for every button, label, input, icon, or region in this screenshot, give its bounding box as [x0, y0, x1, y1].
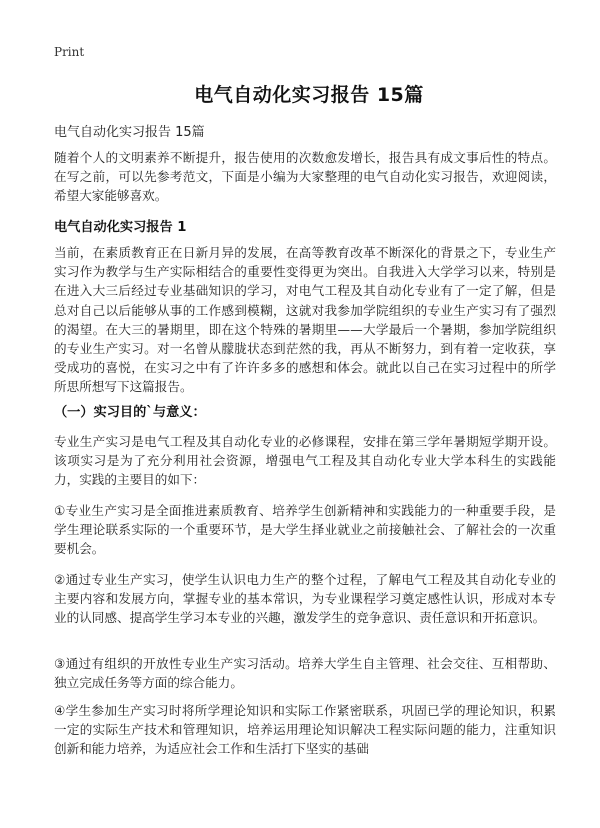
intro-paragraph: 随着个人的文明素养不断提升，报告使用的次数愈发增长，报告具有成文事后性的特点。在写之前，可以先参考范文，下面是小编为大家整理的电气自动化实习报告，欢迎阅读，希望大家能够喜欢。: [54, 150, 556, 204]
print-link[interactable]: Print: [54, 45, 85, 59]
list-item: ①专业生产实习是全面推进素质教育、培养学生创新精神和实践能力的一种重要手段，是学生理论联系实际的一个重要环节，是大学生择业就业之前接触社会、了解社会的一次重要机会。: [54, 503, 556, 557]
section-heading: 电气自动化实习报告 1: [54, 220, 187, 235]
list-item: ③通过有组织的开放性专业生产实习活动。培养大学生自主管理、社会交往、互相帮助、独立完成任务等方面的综合能力。: [54, 656, 556, 691]
list-item: ②通过专业生产实习，使学生认识电力生产的整个过程，了解电气工程及其自动化专业的主要内容和发展方向，掌握专业的基本常识，为专业课程学习奠定感性认识，形成对本专业的认同感、提高学生学习本专业的兴趣，激发学生的竞争意识、责任意识和开拓意识。: [54, 572, 556, 626]
body-paragraph: 当前，在素质教育正在日新月异的发展，在高等教育改革不断深化的背景之下，专业生产实习作为教学与生产实际相结合的重要性变得更为突出。自我进入大学学习以来，特别是在进入大三后经过专业基础知识的学习，对电气工程及其自动化专业有了一定了解，但是总对自己以后能够从事的工作感到模糊，这就对我参加学院组织的专业生产实习有了强烈的渴望。在大三的暑期里，即在这个特殊的暑期里——大学最后一个暑期，参加学院组织的专业生产实习。对一名曾从朦胧状态到茫然的我，再从不断努力，到有着一定收获，享受成功的喜悦，在实习之中有了许许多多的感想和体会。就此以自己在实习过程中的所学所思所想写下这篇报告。: [54, 245, 556, 395]
document-title: 电气自动化实习报告 15篇: [194, 84, 424, 106]
purpose-paragraph: 专业生产实习是电气工程及其自动化专业的必修课程，安排在第三学年暑期短学期开设。该项实习是为了充分利用社会资源，增强电气工程及其自动化专业大学本科生的实践能力，实践的主要目的如下：: [54, 434, 556, 488]
list-item: ④学生参加生产实习时将所学理论知识和实际工作紧密联系，巩固已学的理论知识，积累一定的实际生产技术和管理知识，培养运用理论知识解决工程实际问题的能力，注重知识创新和能力培养，为适应社会工作和生活打下坚实的基础: [54, 703, 556, 757]
subsection-heading: （一）实习目的`与意义：: [54, 405, 206, 420]
document-subtitle: 电气自动化实习报告 15篇: [54, 125, 205, 140]
